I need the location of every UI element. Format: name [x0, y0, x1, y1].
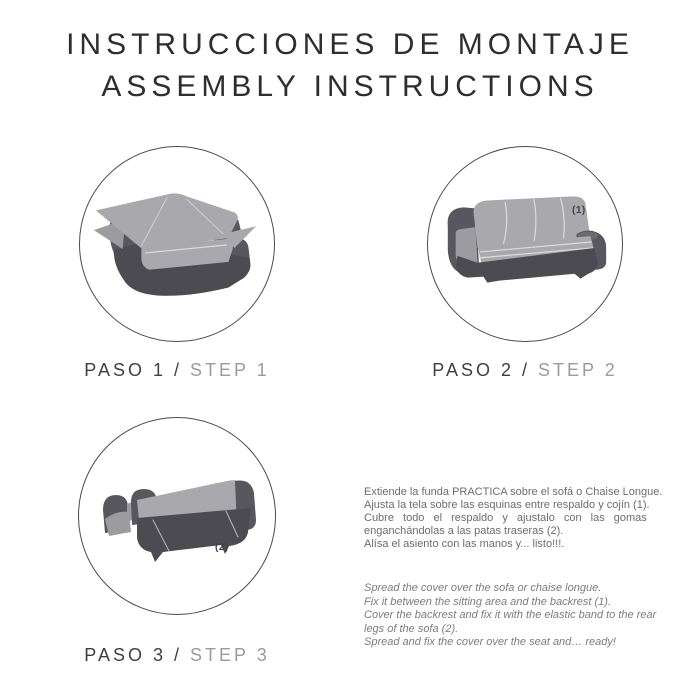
spanish-instruction-line: Extiende la funda PRACTICA sobre el sofá o Chaise Longue. [364, 486, 663, 498]
spanish-instruction-line: Cubre todo el respaldo y ajustalo con las gomas [364, 512, 647, 524]
instructions-block [364, 486, 664, 650]
step2-paso-label: PASO 2 / [432, 360, 530, 380]
step3-annotation: (2) [215, 542, 229, 553]
title-line-english: ASSEMBLY INSTRUCTIONS [101, 70, 599, 103]
step3-step-label: STEP 3 [190, 645, 270, 665]
english-instruction-line: Spread and fix the cover over the seat and… ready! [364, 636, 616, 648]
step2-circle [427, 146, 623, 342]
sofa-draped-cover-graphic [94, 193, 256, 295]
spanish-instruction-line: enganchándolas a las patas traseras (2). [364, 525, 564, 537]
step3-label [78, 645, 276, 666]
step3-sofa-illustration [79, 418, 275, 614]
step1-step-label: STEP 1 [190, 360, 270, 380]
english-instruction-line: legs of the sofa (2). [364, 622, 459, 635]
step3-paso-label: PASO 3 / [84, 645, 182, 665]
step1-label [79, 360, 275, 381]
step2-label [427, 360, 623, 381]
english-instruction-line: Spread the cover over the sofa or chaise longue. [364, 582, 602, 594]
step2-sofa-illustration [428, 147, 622, 341]
step2-step-label: STEP 2 [538, 360, 618, 380]
step1-paso-label: PASO 1 / [84, 360, 182, 380]
english-instruction-line: Cover the backrest and fix it with the elastic band to the rear [364, 609, 657, 621]
title-block [0, 24, 700, 108]
step1-sofa-illustration [80, 147, 274, 341]
step1-circle [79, 146, 275, 342]
spanish-instruction-line: Alísa el asiento con las manos y... listo!!!. [364, 538, 565, 550]
instructions-english [364, 582, 664, 650]
step2-annotation: (1) [572, 205, 586, 216]
step3-circle [78, 417, 276, 615]
instructions-spanish [364, 486, 664, 551]
spanish-instruction-line: Ajusta la tela sobre las esquinas entre respaldo y cojín (1). [364, 499, 650, 511]
english-instruction-line: Fix it between the sitting area and the backrest (1). [364, 595, 612, 608]
title-line-spanish: INSTRUCCIONES DE MONTAJE [66, 28, 634, 61]
sofa-rear-view-graphic [103, 480, 256, 562]
